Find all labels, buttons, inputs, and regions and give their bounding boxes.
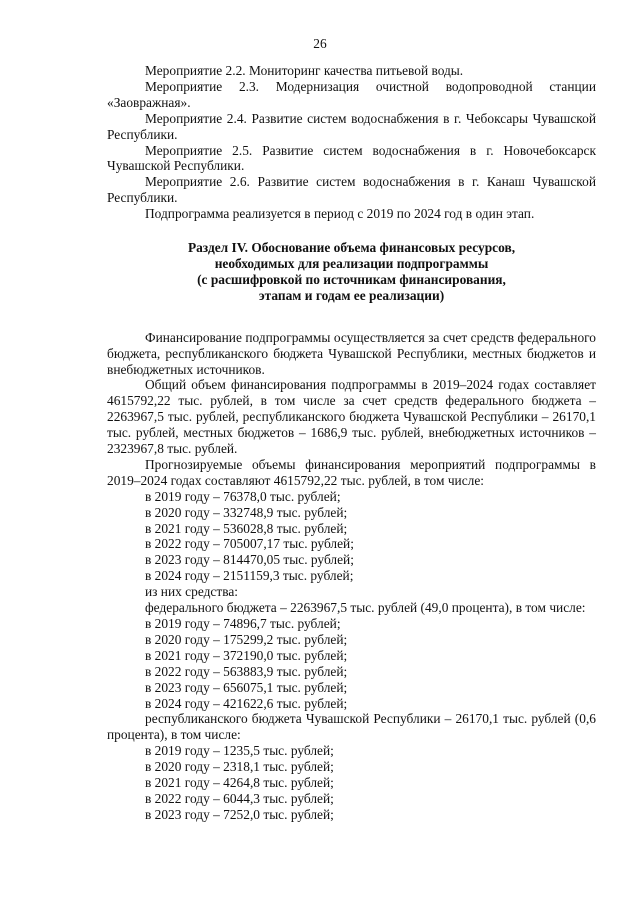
total-year-line: в 2020 году – 332748,9 тыс. рублей; — [145, 504, 348, 520]
page-body — [107, 63, 596, 823]
total-year-line: в 2024 году – 2151159,3 тыс. рублей; — [145, 568, 354, 584]
federal-year-line: в 2021 году – 372190,0 тыс. рублей; — [145, 647, 348, 663]
measure-2-3: Мероприятие 2.3. Модернизация очистной водопроводной станции «Заовражная». — [107, 78, 596, 110]
federal-year-line: в 2022 году – 563883,9 тыс. рублей; — [145, 663, 348, 679]
federal-year-line: в 2023 году – 656075,1 тыс. рублей; — [145, 679, 348, 695]
total-volume-paragraph: Общий объем финансирования подпрограммы в 2019–2024 годах составляет 4615792,22 тыс. рублей, в том числе за счет средств федерального бюджета – 2263967,5 тыс. рублей, республиканского бюджета Чувашской Республики – 26170,1 тыс. рублей, местных бюджетов – 1686,9 тыс. рублей, внебюджетных источников – 2323967,8 тыс. рублей. — [107, 377, 596, 457]
measure-2-4: Мероприятие 2.4. Развитие систем водоснабжения в г. Чебоксары Чувашской Республики. — [107, 110, 596, 142]
measure-2-6: Мероприятие 2.6. Развитие систем водоснабжения в г. Канаш Чувашской Республики. — [107, 174, 596, 206]
heading-line: Раздел IV. Обоснование объема финансовых ресурсов, — [187, 240, 516, 256]
federal-budget-paragraph: федерального бюджета – 2263967,5 тыс. рублей (49,0 процента), в том числе: — [145, 600, 586, 616]
page-number: 26 — [313, 36, 327, 51]
republic-year-line: в 2023 году – 7252,0 тыс. рублей; — [145, 806, 334, 822]
of-them-label: из них средства: — [145, 584, 239, 600]
section-heading — [107, 240, 596, 304]
heading-line: необходимых для реализации подпрограммы — [214, 255, 489, 271]
republic-budget-paragraph: республиканского бюджета Чувашской Республики – 26170,1 тыс. рублей (0,6 процента), в том числе: — [107, 711, 596, 743]
total-year-line: в 2022 году – 705007,17 тыс. рублей; — [145, 536, 354, 552]
federal-year-line: в 2024 году – 421622,6 тыс. рублей; — [145, 695, 348, 711]
federal-year-line: в 2020 году – 175299,2 тыс. рублей; — [145, 631, 348, 647]
heading-line: (с расшифровкой по источникам финансирования, — [197, 271, 506, 287]
total-year-line: в 2019 году – 76378,0 тыс. рублей; — [145, 488, 341, 504]
republic-year-line: в 2022 году – 6044,3 тыс. рублей; — [145, 790, 334, 806]
measure-2-2: Мероприятие 2.2. Мониторинг качества питьевой воды. — [145, 63, 464, 78]
heading-line: этапам и годам ее реализации) — [258, 287, 445, 303]
total-year-line: в 2021 году – 536028,8 тыс. рублей; — [145, 520, 348, 536]
federal-year-line: в 2019 году – 74896,7 тыс. рублей; — [145, 616, 341, 631]
financing-sources-paragraph: Финансирование подпрограммы осуществляется за счет средств федерального бюджета, республиканского бюджета Чувашской Республики, местных бюджетов и внебюджетных источников. — [107, 329, 596, 377]
implementation-period: Подпрограмма реализуется в период с 2019 по 2024 год в один этап. — [145, 206, 535, 222]
republic-year-line: в 2021 году – 4264,8 тыс. рублей; — [145, 775, 334, 791]
republic-year-line: в 2020 году – 2318,1 тыс. рублей; — [145, 759, 334, 775]
measure-2-5: Мероприятие 2.5. Развитие систем водоснабжения в г. Новочебоксарск Чувашской Республики. — [107, 142, 596, 174]
total-year-line: в 2023 году – 814470,05 тыс. рублей; — [145, 552, 354, 568]
republic-year-line: в 2019 году – 1235,5 тыс. рублей; — [145, 743, 334, 759]
forecast-paragraph: Прогнозируемые объемы финансирования мероприятий подпрограммы в 2019–2024 годах составляют 4615792,22 тыс. рублей, в том числе: — [107, 456, 596, 488]
